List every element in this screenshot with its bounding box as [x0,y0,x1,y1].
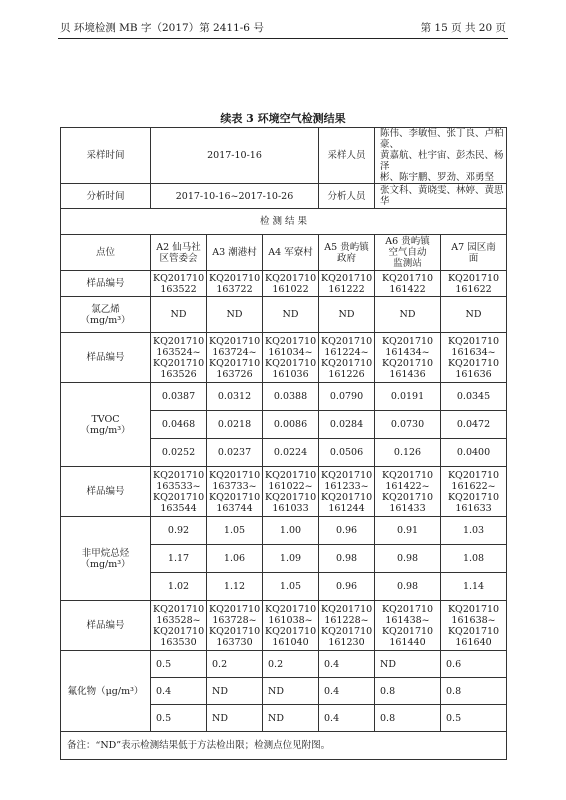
sample-id-cell [375,601,441,651]
air-quality-results-table [60,127,507,760]
value-cell: 0.0345 [441,383,507,411]
value-cell: 1.09 [263,545,319,573]
value-cell: 1.03 [441,517,507,545]
value-cell: 1.08 [441,545,507,573]
sample-line: 161022 [272,283,309,295]
analysts-label: 分析人员 [319,184,375,209]
sample-id-cell [375,467,441,517]
sample-line: 161422~ [385,480,430,492]
point-line: A3 潮港村 [212,247,257,258]
sample-line: 161622~ [451,480,496,492]
vc-sample-row [61,271,507,297]
sample-line: 163733~ [212,480,257,492]
vc-label [61,297,151,333]
sample-line: 161226 [328,368,365,380]
sample-line: KQ201710 [209,625,261,637]
value-cell: ND [319,297,375,333]
sample-line: KQ201710 [447,625,500,637]
analysis-row [61,184,507,209]
sample-id-cell [151,271,207,297]
point-line: 区管委会 [159,252,198,264]
sample-line: KQ201710 [153,335,205,347]
sample-line: 161640 [455,636,492,648]
sample-line: 163528~ [156,614,201,626]
value-cell: ND [263,705,319,732]
value-cell: 0.2 [263,651,319,678]
value-cell: ND [263,678,319,705]
samplers-line: 陈伟、李敏恒、张丁良、卢柏豪、 [380,128,504,150]
sample-line: KQ201710 [381,603,434,615]
nmhc-value-row [61,517,507,545]
sample-id-cell [441,333,507,383]
report-number: 贝 环境检测 MB 字（2017）第 2411-6 号 [60,22,264,34]
samplers-label: 采样人员 [319,128,375,184]
param-unit: （mg/m³） [80,558,131,570]
point-line: 监测站 [393,258,422,269]
nmhc-sample-row [61,467,507,517]
value-cell: 0.4 [151,678,207,705]
analysis-time-value: 2017-10-16~2017-10-26 [151,184,319,209]
fluoride-value-row [61,651,507,678]
value-cell: 0.0790 [319,383,375,411]
header-rule [58,38,508,39]
sample-id-cell [151,601,207,651]
param-name: 非甲烷总烃 [81,547,130,559]
sample-line: KQ201710 [321,469,373,481]
sample-id-cell [441,467,507,517]
value-cell: ND [375,651,441,678]
value-cell: 0.0472 [441,411,507,439]
sample-line: KQ201710 [447,603,500,615]
value-cell: 0.4 [319,651,375,678]
value-cell: 0.91 [375,517,441,545]
points-label: 点位 [61,235,151,271]
value-cell: 0.8 [375,705,441,732]
sample-line: 161638~ [451,614,496,626]
point-a3 [207,235,263,271]
value-cell: 0.0224 [263,439,319,467]
value-cell: 1.17 [151,545,207,573]
sample-line: KQ201710 [153,625,205,637]
value-cell: 0.5 [151,651,207,678]
sample-id-cell [441,271,507,297]
sample-line: KQ201710 [265,625,317,637]
sample-line: KQ201710 [381,469,434,481]
note-row [61,732,507,760]
value-cell: 0.98 [375,573,441,601]
value-cell: 0.0218 [207,411,263,439]
sample-line: KQ201710 [381,491,434,503]
value-cell: 0.0312 [207,383,263,411]
value-cell: 0.0388 [263,383,319,411]
sample-line: 163544 [160,502,197,514]
sample-line: 161440 [389,636,426,648]
sample-line: 163744 [216,502,253,514]
sample-line: 161633 [455,502,492,514]
sample-line: KQ201710 [321,625,373,637]
sample-line: 163524~ [156,346,201,358]
value-cell: 0.5 [151,705,207,732]
nmhc-label [61,517,151,601]
value-cell: 0.126 [375,439,441,467]
sample-line: KQ201710 [381,357,434,369]
results-header-row [61,209,507,235]
sample-line: 163724~ [212,346,257,358]
point-line: A2 仙马社 [156,241,201,253]
value-cell: 0.0468 [151,411,207,439]
value-cell: 0.0191 [375,383,441,411]
sample-line: 161228~ [324,614,369,626]
analysts-value: 张文科、黄晓雯、林婷、黄思华 [375,184,507,209]
sample-id-cell [319,601,375,651]
sample-label: 样品编号 [61,333,151,383]
sample-line: KQ201710 [265,603,317,615]
tvoc-value-row [61,383,507,411]
sample-line: 163533~ [156,480,201,492]
param-unit: （mg/m³） [80,314,131,326]
sample-line: 161622 [455,283,492,295]
samplers-line: 彬、陈宇鹏、罗劲、邓勇坚 [380,172,495,183]
sample-line: 161033 [272,502,309,514]
sample-id-cell [263,333,319,383]
value-cell: 1.12 [207,573,263,601]
sampling-time-value: 2017-10-16 [151,128,319,184]
value-cell: ND [441,297,507,333]
value-cell: ND [207,705,263,732]
sample-line: 161244 [328,502,365,514]
sample-line: 161230 [328,636,365,648]
sample-line: KQ201710 [447,335,500,347]
sample-line: KQ201710 [381,625,434,637]
point-line: A5 贵屿镇 [324,241,369,253]
value-cell: 0.0252 [151,439,207,467]
sample-label: 样品编号 [61,271,151,297]
point-line: A4 军寮村 [268,247,313,258]
value-cell: 0.96 [319,573,375,601]
sample-line: 163722 [216,283,253,295]
value-cell: 1.05 [263,573,319,601]
sample-id-cell [207,467,263,517]
samplers-value [375,128,507,184]
sample-label: 样品编号 [61,601,151,651]
points-row [61,235,507,271]
sampling-row [61,128,507,184]
value-cell: 0.5 [441,705,507,732]
param-name: 氯乙烯 [91,303,120,315]
sample-line: KQ201710 [265,357,317,369]
sample-line: KQ201710 [447,272,500,284]
value-cell: 0.96 [319,517,375,545]
vc-value-row [61,297,507,333]
sample-line: 163726 [216,368,253,380]
sample-line: KQ201710 [321,335,373,347]
value-cell: ND [263,297,319,333]
sample-line: 161434~ [385,346,430,358]
samplers-line: 黄嘉航、杜宇宙、彭杰民、杨泽 [380,150,504,172]
sample-id-cell [319,333,375,383]
sample-line: KQ201710 [209,272,261,284]
sample-line: 161022~ [268,480,313,492]
fluoride-label: 氟化物（μg/m³） [61,651,151,732]
sample-line: 161034~ [268,346,313,358]
sample-id-cell [207,601,263,651]
value-cell: 0.98 [319,545,375,573]
sample-line: KQ201710 [153,491,205,503]
table-note: 备注：“ND”表示检测结果低于方法检出限；检测点位见附图。 [61,732,507,760]
sample-id-cell [151,467,207,517]
sample-line: KQ201710 [209,357,261,369]
sample-line: 161222 [328,283,365,295]
sample-line: KQ201710 [265,272,317,284]
sample-line: KQ201710 [447,469,500,481]
value-cell: 0.8 [441,678,507,705]
sample-line: 161634~ [451,346,496,358]
value-cell: 1.05 [207,517,263,545]
sample-line: KQ201710 [447,491,500,503]
sample-label: 样品编号 [61,467,151,517]
sample-line: KQ201710 [153,603,205,615]
value-cell: 0.0086 [263,411,319,439]
value-cell: 0.0400 [441,439,507,467]
value-cell: 1.06 [207,545,263,573]
sample-id-cell [207,271,263,297]
sample-line: 163530 [160,636,197,648]
sample-line: KQ201710 [153,357,205,369]
sample-line: 161233~ [324,480,369,492]
value-cell: 0.0284 [319,411,375,439]
point-a2 [151,235,207,271]
sample-line: KQ201710 [321,357,373,369]
value-cell: 1.14 [441,573,507,601]
value-cell: 0.98 [375,545,441,573]
analysis-time-label: 分析时间 [61,184,151,209]
value-cell: 0.4 [319,705,375,732]
value-cell: ND [375,297,441,333]
sample-line: KQ201710 [381,335,434,347]
value-cell: ND [151,297,207,333]
sample-line: KQ201710 [381,272,434,284]
sample-id-cell [263,467,319,517]
sample-line: 161436 [389,368,426,380]
table-title: 续表 3 环境空气检测结果 [220,112,346,125]
sample-line: KQ201710 [209,469,261,481]
param-unit: （mg/m³） [80,424,131,436]
sample-id-cell [319,271,375,297]
page-header [60,20,506,36]
value-cell: 0.0237 [207,439,263,467]
value-cell: 1.00 [263,517,319,545]
sample-line: KQ201710 [321,603,373,615]
sample-line: 161433 [389,502,426,514]
sample-line: KQ201710 [153,469,205,481]
point-a7 [441,235,507,271]
sample-line: 163728~ [212,614,257,626]
value-cell: ND [207,297,263,333]
sample-line: 161036 [272,368,309,380]
value-cell: 1.02 [151,573,207,601]
value-cell: 0.8 [375,678,441,705]
sample-id-cell [263,271,319,297]
point-line: 政府 [337,252,357,264]
value-cell: 0.4 [319,678,375,705]
value-cell: ND [207,678,263,705]
sample-line: KQ201710 [321,272,373,284]
sample-id-cell [207,333,263,383]
value-cell: 0.2 [207,651,263,678]
sampling-time-label: 采样时间 [61,128,151,184]
sample-line: 161038~ [268,614,313,626]
sample-line: KQ201710 [265,491,317,503]
sample-id-cell [319,467,375,517]
sample-id-cell [375,271,441,297]
point-a6 [375,235,441,271]
value-cell: 0.0387 [151,383,207,411]
sample-line: 161438~ [385,614,430,626]
sample-id-cell [441,601,507,651]
page-number: 第 15 页 共 20 页 [420,22,506,34]
sample-line: KQ201710 [153,272,205,284]
sample-line: 161040 [272,636,309,648]
point-a4 [263,235,319,271]
value-cell: 0.0506 [319,439,375,467]
sample-line: KQ201710 [321,491,373,503]
fluoride-sample-row [61,601,507,651]
point-a5 [319,235,375,271]
sample-line: KQ201710 [209,335,261,347]
results-header: 检 测 结 果 [61,209,507,235]
sample-line: 163730 [216,636,253,648]
sample-line: 163526 [160,368,197,380]
sample-line: 161224~ [324,346,369,358]
point-line: 面 [468,252,479,264]
sample-line: 161636 [455,368,492,380]
point-line: 空气自动 [388,247,427,258]
value-cell: 0.92 [151,517,207,545]
sample-id-cell [263,601,319,651]
sample-line: KQ201710 [265,469,317,481]
param-name: TVOC [91,413,120,425]
sample-line: 161422 [389,283,426,295]
value-cell: 0.6 [441,651,507,678]
tvoc-sample-row [61,333,507,383]
sample-line: 163522 [160,283,197,295]
value-cell: 0.0730 [375,411,441,439]
sample-id-cell [151,333,207,383]
point-line: A6 贵屿镇 [385,236,430,247]
sample-line: KQ201710 [447,357,500,369]
point-line: A7 园区南 [451,241,496,253]
sample-id-cell [375,333,441,383]
tvoc-label [61,383,151,467]
sample-line: KQ201710 [209,603,261,615]
sample-line: KQ201710 [209,491,261,503]
sample-line: KQ201710 [265,335,317,347]
